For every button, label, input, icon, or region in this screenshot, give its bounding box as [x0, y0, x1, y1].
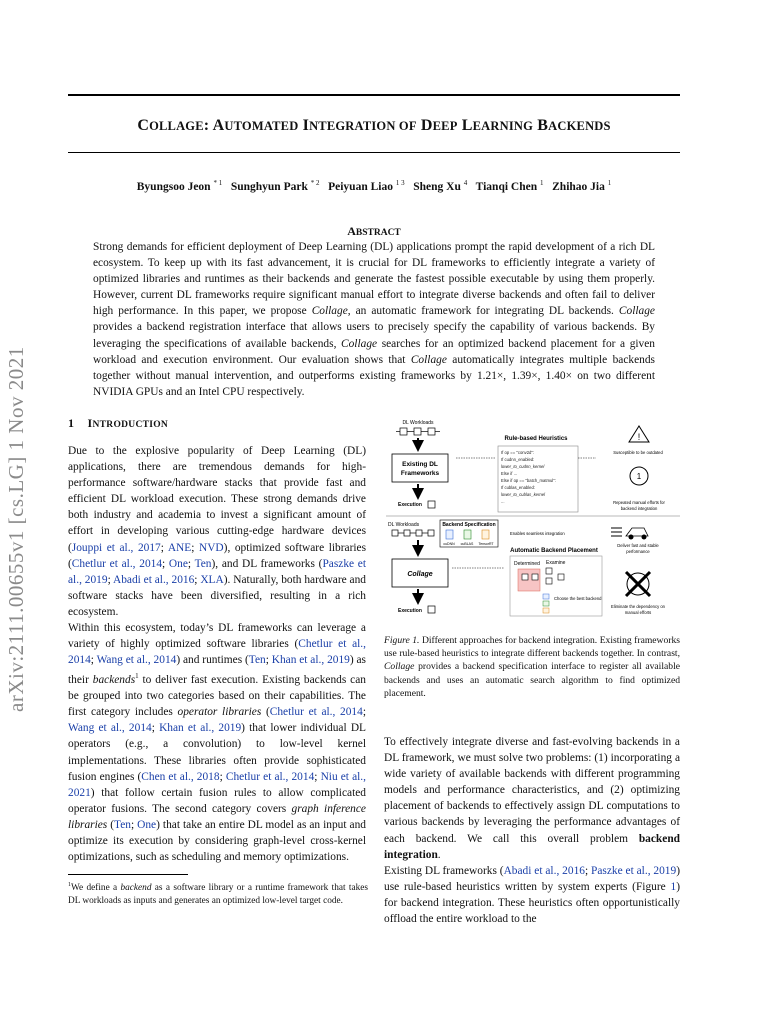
svg-text:Deliver fast and stable: Deliver fast and stable	[617, 543, 659, 548]
intro-paragraph-4: Existing DL frameworks (Abadi et al., 2016; Paszke et al., 2019) use rule-based heuristics written by system experts (Figure 1) for backend integration. These heuristics often opportunistically offload the entire workload to the	[384, 865, 680, 926]
svg-text:Choose the best backend: Choose the best backend	[554, 596, 602, 601]
svg-text:Repeated manual efforts for: Repeated manual efforts for	[613, 500, 665, 505]
svg-text:...: ...	[501, 499, 505, 504]
fig-label: Execution	[398, 502, 422, 508]
svg-text:If cudnn_enabled:: If cudnn_enabled:	[501, 457, 535, 462]
svg-text:cuBLAS: cuBLAS	[460, 542, 474, 546]
author: Sheng Xu $^4$	[413, 179, 468, 193]
footnote: $^1$We define a backend as a software library or a runtime framework that takes DL workloads as inputs and generates an optimized low-level target code.	[68, 882, 369, 906]
fig-label: Enables seamless integration	[510, 531, 565, 536]
author: Zhihao Jia $^1$	[552, 179, 612, 193]
chip-icon	[428, 606, 435, 613]
svg-text:If op == "conv2d":: If op == "conv2d":	[501, 450, 535, 455]
svg-text:Determined: Determined	[514, 561, 540, 567]
svg-text:backend integration: backend integration	[620, 506, 658, 511]
author: Peiyuan Liao $^{1 3}$	[328, 179, 405, 193]
svg-text:Collage: Collage	[407, 571, 433, 578]
intro-paragraph-1: Due to the explosive popularity of Deep Learning (DL) applications, there are tremendous demands for high-performance software/hardware stacks that provide fast and efficient DL workload execution. These strong demands drive both industry and academia to invest a significant amount of effort in developing various cutting-edge hardware devices (Jouppi et al., 2017; ANE; NVD), optimized software libraries (Chetlur et al., 2014; One; Ten), and DL frameworks (Paszke et al., 2019; Abadi et al., 2016; XLA). Naturally, both hardware and software stacks have been diversified, resulting in a rich ecosystem.	[68, 445, 367, 618]
fig-label: Automatic Backend Placement	[510, 548, 598, 554]
fig-label: Rule-based Heuristics	[504, 436, 568, 442]
svg-text:Else if op == "batch_matmul":: Else if op == "batch_matmul":	[501, 478, 556, 483]
author: Tianqi Chen $^1$	[475, 179, 544, 193]
svg-text:If cublas_enabled:: If cublas_enabled:	[501, 485, 535, 490]
svg-text:Eliminate the dependency on: Eliminate the dependency on	[610, 604, 666, 609]
chip-icon	[428, 501, 435, 508]
paper-title: COLLAGE: AUTOMATED INTEGRATION OF DEEP LEARNING BACKENDS	[137, 117, 611, 134]
svg-text:lower_to_cudnn_kernel: lower_to_cudnn_kernel	[501, 464, 545, 469]
svg-text:1: 1	[636, 472, 642, 481]
svg-text:Examine: Examine	[546, 560, 566, 566]
arxiv-watermark: arXiv:2111.00655v1 [cs.LG] 1 Nov 2021	[4, 346, 28, 712]
intro-paragraph-3: To effectively integrate diverse and fast-evolving backends in a DL framework, we must solve two problems: (1) incorporating a wide variety of available backends with different programming models and performance characteristics, and (2) optimizing placement of backends to effectively assign DL computations to various backends by leveraging the performance advantages of each backend. We call this overall problem backend integration.	[384, 736, 680, 861]
svg-text:manual efforts: manual efforts	[624, 610, 652, 615]
abstract-text: Strong demands for efficient deployment of Deep Learning (DL) applications prompt the rapid development of a rich DL ecosystem. To keep up with its fast advancement, it is crucial for DL frameworks to efficiently integrate a variety of optimized libraries and runtimes as their backends and generate the fastest possible executable by using them properly. However, current DL frameworks require significant manual effort to integrate diverse backends and often fail to deliver high performance. In this paper, we propose Collage, an automatic framework for integrating DL backends. Collage provides a backend registration interface that allows users to precisely specify the capability of various backends. By leveraging the specifications of available backends, Collage searches for an optimized backend placement for a given workload and execution environment. Our evaluation shows that Collage automatically integrates multiple backends together without manual intervention, and outperforms existing frameworks by 1.21×, 1.39×, 1.40× on two different NVIDIA GPUs and an Intel CPU respectively.	[93, 241, 656, 398]
lines-icon	[611, 528, 622, 536]
author-list	[68, 179, 680, 193]
workload-graph	[392, 530, 434, 536]
author: Byungsoo Jeon $^{* 1}$	[136, 179, 223, 193]
existing-framework-box	[392, 454, 448, 482]
svg-text:Else if ...: Else if ...	[501, 471, 518, 476]
svg-text:TensorRT: TensorRT	[478, 542, 494, 546]
footnote-rule	[68, 874, 188, 875]
svg-text:Frameworks: Frameworks	[400, 470, 440, 477]
svg-text:performance: performance	[626, 549, 650, 554]
figure-1	[386, 418, 680, 624]
svg-text:cuDNN: cuDNN	[443, 542, 455, 546]
svg-text:Existing DL: Existing DL	[402, 461, 438, 468]
section-heading: 1 INTRODUCTION	[68, 416, 169, 430]
fig-label: DL Workloads	[402, 420, 434, 426]
svg-text:Backend Specification: Backend Specification	[442, 522, 496, 528]
intro-paragraph-2: Within this ecosystem, today’s DL frameworks can leverage a variety of highly optimized software libraries (Chetlur et al., 2014; Wang et al., 2014) and runtimes (Ten; Khan et al., 2019) as their backends$^1$ to deliver fast execution. Existing backends can be grouped into two categories based on their capabilities. The first category includes operator libraries (Chetlur et al., 2014; Wang et al., 2014; Khan et al., 2019) that lower individual DL operators (e.g., a convolution) to low-level kernel implementations. These libraries often provide sophisticated fusion engines (Chen et al., 2018; Chetlur et al., 2014; Niu et al., 2021) that follow certain fusion rules to allow complicated operator fusions. The second category covers graph inference libraries (Ten; One) that take an entire DL model as an input and optimize its execution by considering graph-level cross-kernel optimizations, such as scheduling and memory optimizations.	[68, 622, 367, 864]
abstract-heading: ABSTRACT	[347, 224, 401, 238]
svg-text:lower_to_cublas_kernel: lower_to_cublas_kernel	[501, 492, 545, 497]
svg-text:!: !	[637, 432, 641, 442]
figure-caption: Figure 1. Different approaches for backend integration. Existing frameworks use rule-based heuristics to integrate different backends together. In contrast, Collage provides a backend specification interface to register all available backends and uses an automatic search algorithm to find optimized placement.	[384, 635, 680, 699]
fig-label: Execution	[398, 608, 422, 614]
fig-label: DL Workloads	[388, 522, 420, 528]
author: Sunghyun Park $^{* 2}$	[230, 179, 320, 193]
eliminate-icon	[626, 572, 650, 596]
fig-label: Susceptible to be outdated	[613, 450, 663, 455]
workload-graph	[396, 428, 440, 435]
